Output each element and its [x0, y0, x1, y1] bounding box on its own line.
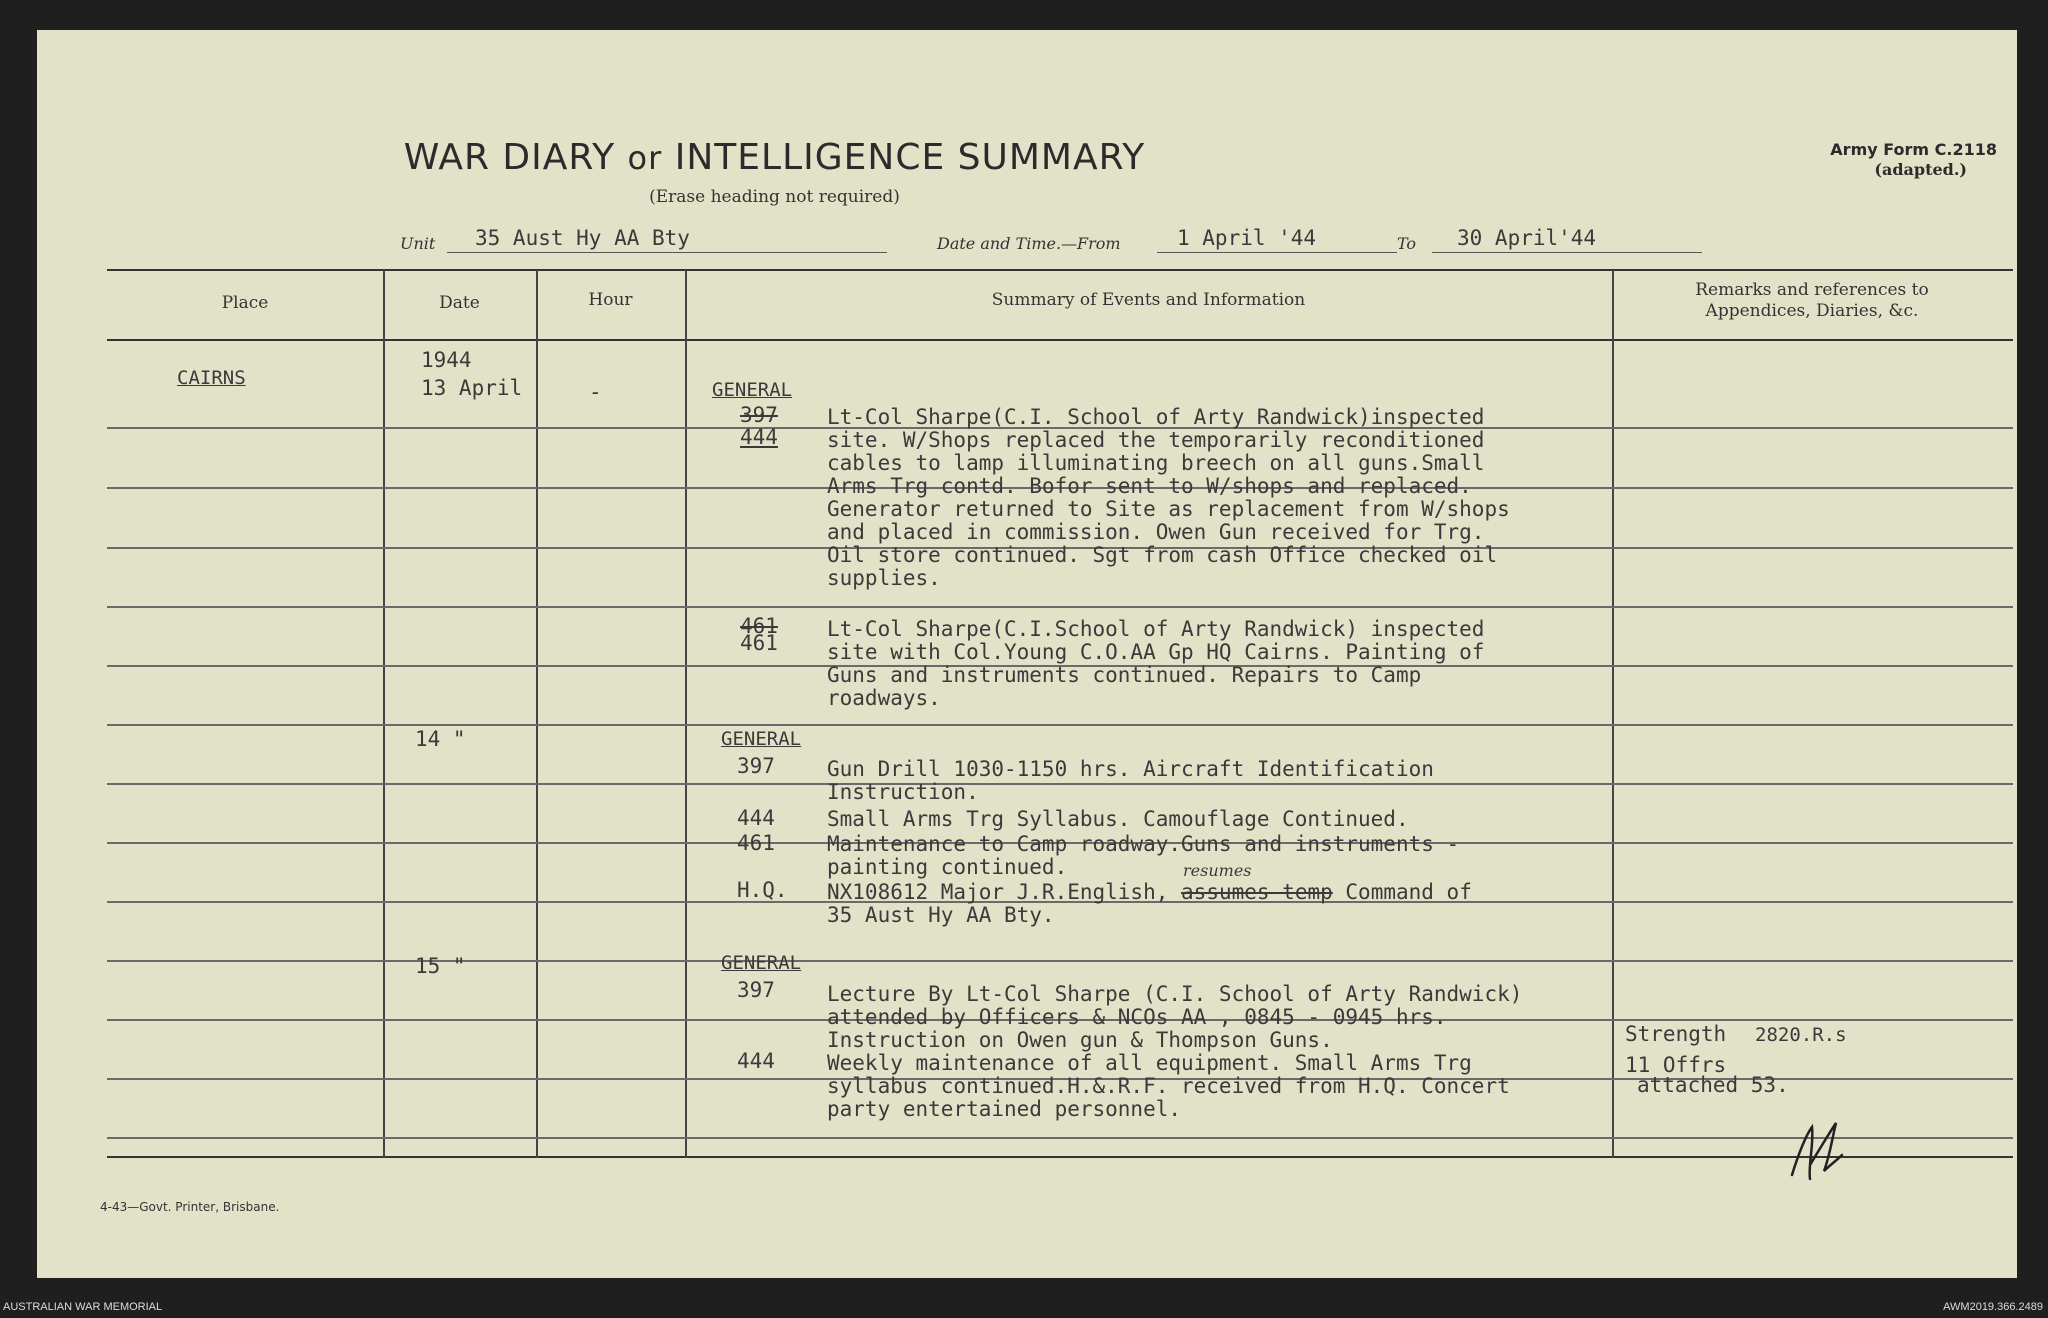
summary-line: roadways. [827, 686, 941, 710]
ruled-line [107, 606, 2013, 608]
summary-line: Guns and instruments continued. Repairs to Camp [827, 663, 1422, 687]
section-general: GENERAL [712, 379, 793, 401]
date-from-label: Date and Time.—From [937, 234, 1121, 253]
army-form-number [1737, 140, 1997, 180]
remarks-attached: attached 53. [1637, 1073, 1789, 1097]
date-to-value: 30 April'44 [1457, 226, 1597, 250]
remarks-offrs: 11 Offrs [1625, 1053, 1727, 1077]
summary-line: Lt-Col Sharpe(C.I. School of Arty Randwick)inspected [827, 405, 1485, 429]
summary-line: Lecture By Lt-Col Sharpe (C.I. School of Arty Randwick) [827, 982, 1523, 1006]
unit-ref: H.Q. [737, 878, 788, 902]
summary-line: and placed in commission. Owen Gun received for Trg. [827, 520, 1485, 544]
summary-line: painting continued. [827, 855, 1068, 879]
summary-line: party entertained personnel. [827, 1097, 1182, 1121]
title-or: or [627, 139, 663, 177]
form-title [37, 137, 1512, 178]
table-header-rule [107, 339, 2013, 341]
army-form-label: Army Form C.2118 [1830, 140, 1997, 159]
summary-line: Oil store continued. Sgt from cash Office checked oil [827, 543, 1498, 567]
section-general: GENERAL [721, 728, 802, 750]
col-divider-summary [1612, 270, 1614, 1158]
summary-line: Small Arms Trg Syllabus. Camouflage Continued. [827, 807, 1409, 831]
hour-dash: - [589, 380, 602, 404]
col-divider-hour [685, 270, 687, 1158]
unit-ref: 444 [737, 1049, 775, 1073]
ruled-line [107, 1137, 2013, 1139]
summary-line: site. W/Shops replaced the temporarily reconditioned [827, 428, 1485, 452]
date-from-value: 1 April '44 [1177, 226, 1317, 250]
section-general: GENERAL [721, 952, 802, 974]
unit-ref: 397 [740, 403, 778, 427]
col-header-place: Place [221, 293, 269, 313]
summary-line: Lt-Col Sharpe(C.I.School of Arty Randwick) inspected [827, 617, 1485, 641]
date-13-april: 13 April [421, 376, 523, 400]
army-form-adapted: (adapted.) [1874, 160, 1967, 179]
table-top-rule [107, 269, 2013, 271]
summary-line: Generator returned to Site as replacement from W/shops [827, 497, 1510, 521]
struck-text: assumes temp resumes [1181, 861, 1333, 904]
footer-institution: AUSTRALIAN WAR MEMORIAL [3, 1301, 163, 1313]
date-14: 14 " [415, 727, 466, 751]
remarks-header-line1: Remarks and references to [1695, 280, 1929, 300]
unit-ref: 444 [740, 425, 778, 449]
diary-sheet [37, 30, 2017, 1278]
summary-line: Instruction. [827, 780, 979, 804]
col-header-summary: Summary of Events and Information [991, 290, 1306, 310]
date-15: 15 " [415, 954, 466, 978]
remarks-strength-label: Strength [1625, 1022, 1727, 1046]
col-header-remarks [1612, 280, 2012, 322]
summary-line: Weekly maintenance of all equipment. Small Arms Trg [827, 1051, 1472, 1075]
col-header-hour: Hour [588, 290, 633, 310]
place-cairns: CAIRNS [177, 367, 246, 389]
unit-ref: 461 [740, 631, 778, 655]
unit-ref: 397 [737, 978, 775, 1002]
remarks-strength-value: 2820.R.s [1755, 1024, 1847, 1046]
summary-line: cables to lamp illuminating breech on all guns.Small [827, 451, 1485, 475]
col-divider-place [383, 270, 385, 1158]
signature-initials [1772, 1105, 1862, 1195]
table-bottom-rule [107, 1156, 2013, 1158]
unit-ref: 397 [737, 754, 775, 778]
ruled-line [107, 724, 2013, 726]
date-to-label: To [1397, 234, 1417, 253]
unit-ref: 444 [737, 806, 775, 830]
form-subtitle: (Erase heading not required) [649, 187, 900, 207]
hq-entry-text-end: Command of [1345, 880, 1472, 904]
summary-line: supplies. [827, 566, 941, 590]
footer-accession-number: AWM2019.366.2489 [1943, 1301, 2043, 1313]
summary-line: attended by Officers & NCOs AA , 0845 - 0945 hrs. [827, 1005, 1447, 1029]
remarks-header-line2: Appendices, Diaries, &c. [1705, 301, 1919, 321]
summary-line: 35 Aust Hy AA Bty. [827, 903, 1055, 927]
col-divider-date [536, 270, 538, 1158]
title-war-diary: WAR DIARY [403, 137, 616, 178]
summary-line: Arms Trg contd. Bofor sent to W/shops and replaced. [827, 474, 1472, 498]
printer-imprint: 4-43—Govt. Printer, Brisbane. [100, 1200, 280, 1214]
handwritten-insertion: resumes [1183, 861, 1252, 880]
summary-line: Instruction on Owen gun & Thompson Guns. [827, 1028, 1333, 1052]
year-1944: 1944 [421, 348, 472, 372]
col-header-date: Date [439, 293, 480, 313]
ruled-line [107, 960, 2013, 962]
unit-ref: 461 [740, 614, 778, 638]
unit-label: Unit [400, 234, 436, 253]
hq-entry-text: NX108612 Major J.R.English, [827, 880, 1169, 904]
summary-line: site with Col.Young C.O.AA Gp HQ Cairns. Painting of [827, 640, 1485, 664]
unit-underline [447, 252, 887, 253]
summary-line: Gun Drill 1030-1150 hrs. Aircraft Identification [827, 757, 1434, 781]
unit-value: 35 Aust Hy AA Bty [475, 226, 690, 250]
title-intelligence-summary: INTELLIGENCE SUMMARY [674, 137, 1146, 178]
unit-ref: 461 [737, 831, 775, 855]
summary-line: syllabus continued.H.&.R.F. received from H.Q. Concert [827, 1074, 1510, 1098]
date-to-underline [1432, 252, 1702, 253]
date-from-underline [1157, 252, 1397, 253]
ruled-line [107, 783, 2013, 785]
summary-line: Maintenance to Camp roadway.Guns and instruments - [827, 832, 1460, 856]
